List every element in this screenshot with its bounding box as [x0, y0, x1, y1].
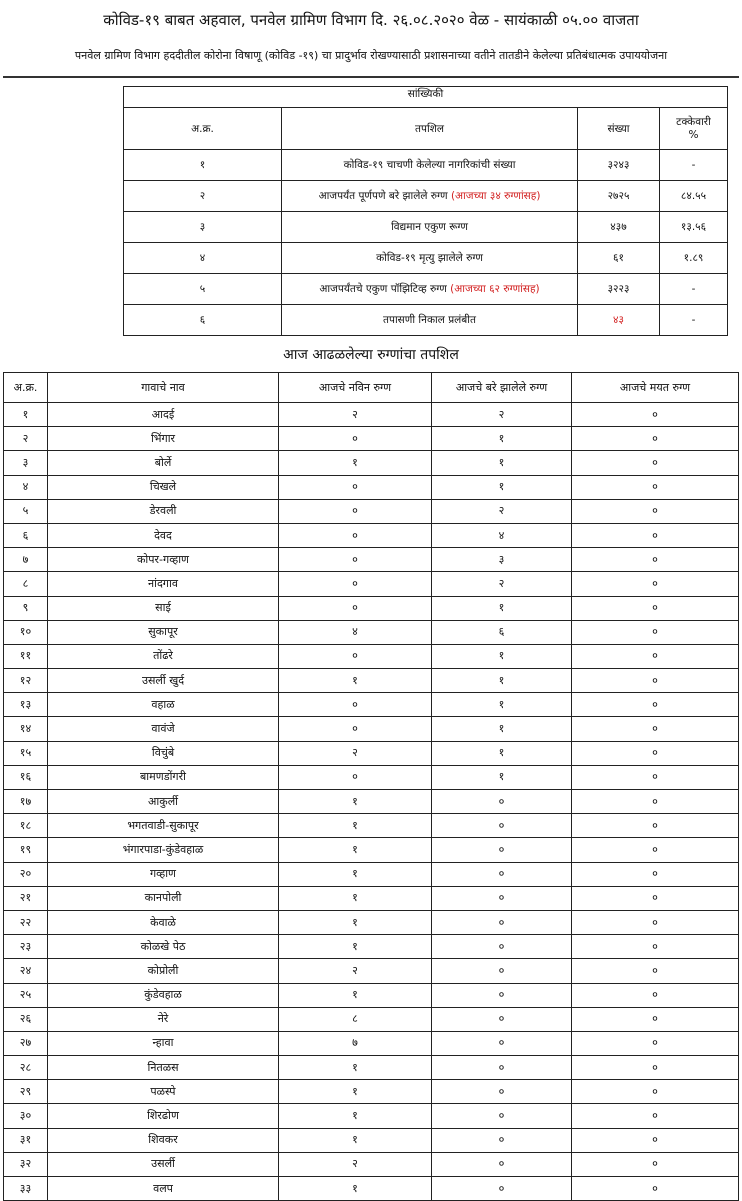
village-sr: २९	[4, 1080, 48, 1104]
village-recovered: १	[432, 765, 572, 789]
column-header-percent	[660, 108, 728, 150]
village-sr: १	[4, 403, 48, 427]
village-new-cases: २	[279, 959, 432, 983]
column-header-new-cases: आजचे नविन रुग्ण	[279, 373, 432, 403]
village-recovered: ०	[432, 983, 572, 1007]
village-name: कोळखे पेठ	[48, 935, 279, 959]
village-recovered: ३	[432, 548, 572, 572]
village-new-cases: ८	[279, 1007, 432, 1031]
village-sr: ३१	[4, 1128, 48, 1152]
village-new-cases: १	[279, 814, 432, 838]
statistics-row	[124, 150, 728, 181]
village-new-cases: २	[279, 1152, 432, 1176]
village-new-cases: ०	[279, 499, 432, 523]
table-row	[4, 499, 739, 523]
village-name: चिखले	[48, 475, 279, 499]
village-deaths: ०	[572, 669, 739, 693]
village-deaths: ०	[572, 693, 739, 717]
village-recovered: ६	[432, 620, 572, 644]
table-row	[4, 475, 739, 499]
village-new-cases: १	[279, 983, 432, 1007]
percent-header-line2: %	[688, 128, 699, 141]
village-new-cases: २	[279, 741, 432, 765]
village-new-cases: ०	[279, 596, 432, 620]
village-deaths: ०	[572, 596, 739, 620]
stat-sr: ५	[124, 274, 282, 305]
village-name: नांदगाव	[48, 572, 279, 596]
village-name: कुंडेवहाळ	[48, 983, 279, 1007]
stat-detail-text: आजपर्यंत पूर्णपणे बरे झालेले रुग्ण	[318, 190, 451, 202]
village-new-cases: ०	[279, 427, 432, 451]
stat-percent: -	[660, 305, 728, 336]
village-sr: २२	[4, 910, 48, 934]
village-sr: ६	[4, 523, 48, 547]
village-recovered: १	[432, 741, 572, 765]
village-name: आकुर्ली	[48, 790, 279, 814]
table-row	[4, 862, 739, 886]
village-deaths: ०	[572, 427, 739, 451]
village-name: उसर्ली	[48, 1152, 279, 1176]
table-row	[4, 620, 739, 644]
statistics-row	[124, 243, 728, 274]
village-deaths: ०	[572, 814, 739, 838]
village-name: भंगारपाडा-कुंडेवहाळ	[48, 838, 279, 862]
village-name: सुकापूर	[48, 620, 279, 644]
village-deaths: ०	[572, 838, 739, 862]
stat-detail-text: आजपर्यंतचे एकुण पॉझिटिव्ह रुग्ण	[319, 283, 451, 295]
village-deaths: ०	[572, 886, 739, 910]
village-name: कोप्रोली	[48, 959, 279, 983]
village-recovered: १	[432, 451, 572, 475]
stat-detail	[282, 243, 578, 274]
village-recovered: २	[432, 499, 572, 523]
statistics-row	[124, 274, 728, 305]
table-row	[4, 1056, 739, 1080]
stat-percent: ८४.५५	[660, 181, 728, 212]
village-deaths: ०	[572, 548, 739, 572]
village-name: वलप	[48, 1177, 279, 1201]
stat-detail-text: तपासणी निकाल प्रलंबीत	[383, 314, 476, 326]
village-deaths: ०	[572, 451, 739, 475]
village-deaths: ०	[572, 862, 739, 886]
stat-detail	[282, 305, 578, 336]
village-name: बोर्ले	[48, 451, 279, 475]
village-sr: १७	[4, 790, 48, 814]
village-recovered: १	[432, 596, 572, 620]
stat-sr: ४	[124, 243, 282, 274]
table-row	[4, 523, 739, 547]
village-deaths: ०	[572, 959, 739, 983]
table-row	[4, 1080, 739, 1104]
village-cases-table	[3, 372, 739, 1201]
village-name: केवाळे	[48, 910, 279, 934]
village-recovered: १	[432, 717, 572, 741]
village-sr: ५	[4, 499, 48, 523]
village-new-cases: ०	[279, 765, 432, 789]
village-recovered: १	[432, 644, 572, 668]
village-sr: ३०	[4, 1104, 48, 1128]
village-name: आदई	[48, 403, 279, 427]
village-recovered: १	[432, 669, 572, 693]
stat-sr: १	[124, 150, 282, 181]
village-sr: ३२	[4, 1152, 48, 1176]
statistics-row	[124, 305, 728, 336]
village-new-cases: १	[279, 1104, 432, 1128]
village-new-cases: १	[279, 1056, 432, 1080]
village-new-cases: १	[279, 910, 432, 934]
village-sr: २५	[4, 983, 48, 1007]
village-deaths: ०	[572, 983, 739, 1007]
table-row	[4, 548, 739, 572]
village-name: नेरे	[48, 1007, 279, 1031]
stat-detail	[282, 181, 578, 212]
village-sr: २४	[4, 959, 48, 983]
table-row	[4, 1031, 739, 1055]
stat-count: ३२४३	[578, 150, 660, 181]
village-deaths: ०	[572, 717, 739, 741]
village-name: तोंढरे	[48, 644, 279, 668]
village-name: गव्हाण	[48, 862, 279, 886]
table-row	[4, 572, 739, 596]
village-section-title: आज आढळलेल्या रुग्णांचा तपशिल	[283, 347, 459, 363]
village-recovered: ०	[432, 959, 572, 983]
table-row	[4, 838, 739, 862]
statistics-caption-row	[124, 87, 728, 108]
village-deaths: ०	[572, 620, 739, 644]
stat-sr: ३	[124, 212, 282, 243]
table-row	[4, 790, 739, 814]
column-header-recovered: आजचे बरे झालेले रुग्ण	[432, 373, 572, 403]
village-deaths: ०	[572, 1104, 739, 1128]
village-sr: ३३	[4, 1177, 48, 1201]
village-sr: १५	[4, 741, 48, 765]
village-recovered: ०	[432, 1104, 572, 1128]
table-row	[4, 983, 739, 1007]
village-name: वहाळ	[48, 693, 279, 717]
stat-detail	[282, 150, 578, 181]
village-new-cases: १	[279, 790, 432, 814]
village-recovered: १	[432, 475, 572, 499]
stat-count: ४३	[578, 305, 660, 336]
village-sr: २०	[4, 862, 48, 886]
village-new-cases: १	[279, 1080, 432, 1104]
village-new-cases: ४	[279, 620, 432, 644]
column-header-deaths: आजचे मयत रुग्ण	[572, 373, 739, 403]
table-row	[4, 959, 739, 983]
village-new-cases: ०	[279, 644, 432, 668]
stat-percent: -	[660, 274, 728, 305]
column-header-count: संख्या	[578, 108, 660, 150]
village-new-cases: १	[279, 886, 432, 910]
statistics-row	[124, 181, 728, 212]
report-title: कोविड-१९ बाबत अहवाल, पनवेल ग्रामिण विभाग दि. २६.०८.२०२० वेळ - सायंकाळी ०५.०० वाजता	[103, 11, 639, 29]
village-sr: १२	[4, 669, 48, 693]
village-deaths: ०	[572, 572, 739, 596]
stat-count: ४३७	[578, 212, 660, 243]
village-name: विचुंबे	[48, 741, 279, 765]
column-header-detail: तपशिल	[282, 108, 578, 150]
village-sr: २६	[4, 1007, 48, 1031]
table-row	[4, 1104, 739, 1128]
village-recovered: ४	[432, 523, 572, 547]
village-deaths: ०	[572, 499, 739, 523]
village-sr: ८	[4, 572, 48, 596]
village-name: पळस्पे	[48, 1080, 279, 1104]
village-new-cases: ०	[279, 523, 432, 547]
village-new-cases: १	[279, 1128, 432, 1152]
village-new-cases: ०	[279, 717, 432, 741]
stat-percent: -	[660, 150, 728, 181]
village-new-cases: १	[279, 669, 432, 693]
village-deaths: ०	[572, 765, 739, 789]
village-deaths: ०	[572, 644, 739, 668]
village-name: उसर्ली खुर्द	[48, 669, 279, 693]
village-recovered: ०	[432, 790, 572, 814]
table-row	[4, 427, 739, 451]
column-header-village-name: गावाचे नाव	[48, 373, 279, 403]
stat-detail	[282, 212, 578, 243]
village-name: बामणडोंगरी	[48, 765, 279, 789]
stat-detail-text: कोविड-१९ मृत्यु झालेले रुग्ण	[376, 252, 483, 264]
village-sr: १४	[4, 717, 48, 741]
village-deaths: ०	[572, 523, 739, 547]
village-sr: २१	[4, 886, 48, 910]
stat-detail-text: कोविड-१९ चाचणी केलेल्या नागरिकांची संख्या	[343, 159, 516, 171]
village-deaths: ०	[572, 1152, 739, 1176]
village-name: भगतवाडी-सुकापूर	[48, 814, 279, 838]
village-new-cases: २	[279, 403, 432, 427]
statistics-row	[124, 212, 728, 243]
stat-count: ३२२३	[578, 274, 660, 305]
village-new-cases: १	[279, 838, 432, 862]
village-name: शिरढोण	[48, 1104, 279, 1128]
village-recovered: ०	[432, 910, 572, 934]
village-deaths: ०	[572, 1007, 739, 1031]
village-deaths: ०	[572, 1128, 739, 1152]
village-sr: २	[4, 427, 48, 451]
village-recovered: १	[432, 427, 572, 451]
village-recovered: २	[432, 572, 572, 596]
village-deaths: ०	[572, 910, 739, 934]
village-recovered: १	[432, 693, 572, 717]
village-sr: २८	[4, 1056, 48, 1080]
village-sr: ४	[4, 475, 48, 499]
village-recovered: ०	[432, 1056, 572, 1080]
stat-detail-text: विद्यमान एकुण रूग्ण	[391, 221, 468, 233]
village-recovered: ०	[432, 862, 572, 886]
village-deaths: ०	[572, 403, 739, 427]
table-row	[4, 814, 739, 838]
village-deaths: ०	[572, 1177, 739, 1201]
village-name: शिवकर	[48, 1128, 279, 1152]
village-name: देवद	[48, 523, 279, 547]
stat-count: २७२५	[578, 181, 660, 212]
village-name: कोपर-गव्हाण	[48, 548, 279, 572]
table-row	[4, 403, 739, 427]
village-name: कानपोली	[48, 886, 279, 910]
stat-sr: ६	[124, 305, 282, 336]
village-sr: १०	[4, 620, 48, 644]
village-recovered: ०	[432, 1128, 572, 1152]
village-new-cases: ०	[279, 475, 432, 499]
table-row	[4, 596, 739, 620]
village-new-cases: ०	[279, 572, 432, 596]
table-row	[4, 765, 739, 789]
table-row	[4, 451, 739, 475]
village-deaths: ०	[572, 741, 739, 765]
village-recovered: ०	[432, 1080, 572, 1104]
village-name: साई	[48, 596, 279, 620]
table-row	[4, 910, 739, 934]
column-header-sr: अ.क्र.	[124, 108, 282, 150]
table-row	[4, 717, 739, 741]
village-sr: २३	[4, 935, 48, 959]
stat-detail	[282, 274, 578, 305]
stat-sr: २	[124, 181, 282, 212]
village-new-cases: ७	[279, 1031, 432, 1055]
village-recovered: ०	[432, 1031, 572, 1055]
village-name: नितळस	[48, 1056, 279, 1080]
village-recovered: ०	[432, 1177, 572, 1201]
statistics-header-row	[124, 108, 728, 150]
village-deaths: ०	[572, 475, 739, 499]
stat-percent: १३.५६	[660, 212, 728, 243]
village-deaths: ०	[572, 790, 739, 814]
table-row	[4, 1128, 739, 1152]
table-row	[4, 1177, 739, 1201]
village-sr: १९	[4, 838, 48, 862]
village-sr: १८	[4, 814, 48, 838]
village-sr: ११	[4, 644, 48, 668]
village-sr: १३	[4, 693, 48, 717]
stat-percent: १.८९	[660, 243, 728, 274]
village-sr: ३	[4, 451, 48, 475]
table-row	[4, 669, 739, 693]
village-new-cases: ०	[279, 548, 432, 572]
village-name: न्हावा	[48, 1031, 279, 1055]
village-recovered: ०	[432, 1152, 572, 1176]
table-row	[4, 1152, 739, 1176]
report-subtitle: पनवेल ग्रामिण विभाग हददीतील कोरोना विषाणू (कोविड -१९) चा प्रादुर्भाव रोखण्यासाठी प्रशासनाच्या वतीने तातडीने केलेल्या प्रतिबंधात्मक उपाययोजना	[74, 49, 668, 62]
percent-header-line1: टक्केवारी	[676, 115, 711, 128]
village-name: वावंजे	[48, 717, 279, 741]
village-recovered: ०	[432, 935, 572, 959]
header-divider	[3, 76, 739, 78]
stat-detail-highlight: (आजच्या ६२ रुग्णांसह)	[450, 283, 540, 295]
table-row	[4, 1007, 739, 1031]
table-row	[4, 741, 739, 765]
village-recovered: ०	[432, 1007, 572, 1031]
table-row	[4, 693, 739, 717]
table-row	[4, 886, 739, 910]
village-sr: ९	[4, 596, 48, 620]
village-name: डेरवली	[48, 499, 279, 523]
village-deaths: ०	[572, 935, 739, 959]
stat-detail-highlight: (आजच्या ३४ रुग्णांसह)	[450, 190, 541, 202]
village-recovered: ०	[432, 886, 572, 910]
village-deaths: ०	[572, 1056, 739, 1080]
column-header-sr: अ.क्र.	[4, 373, 48, 403]
table-row	[4, 644, 739, 668]
village-sr: १६	[4, 765, 48, 789]
village-recovered: २	[432, 403, 572, 427]
village-new-cases: ०	[279, 693, 432, 717]
village-new-cases: १	[279, 935, 432, 959]
stat-count: ६१	[578, 243, 660, 274]
village-deaths: ०	[572, 1080, 739, 1104]
village-name: भिंगार	[48, 427, 279, 451]
village-header-row	[4, 373, 739, 403]
village-deaths: ०	[572, 1031, 739, 1055]
village-new-cases: १	[279, 451, 432, 475]
village-new-cases: १	[279, 1177, 432, 1201]
village-sr: ७	[4, 548, 48, 572]
village-recovered: ०	[432, 838, 572, 862]
statistics-table	[123, 86, 728, 336]
village-sr: २७	[4, 1031, 48, 1055]
statistics-caption: सांख्यिकी	[124, 87, 728, 108]
village-recovered: ०	[432, 814, 572, 838]
table-row	[4, 935, 739, 959]
village-new-cases: १	[279, 862, 432, 886]
